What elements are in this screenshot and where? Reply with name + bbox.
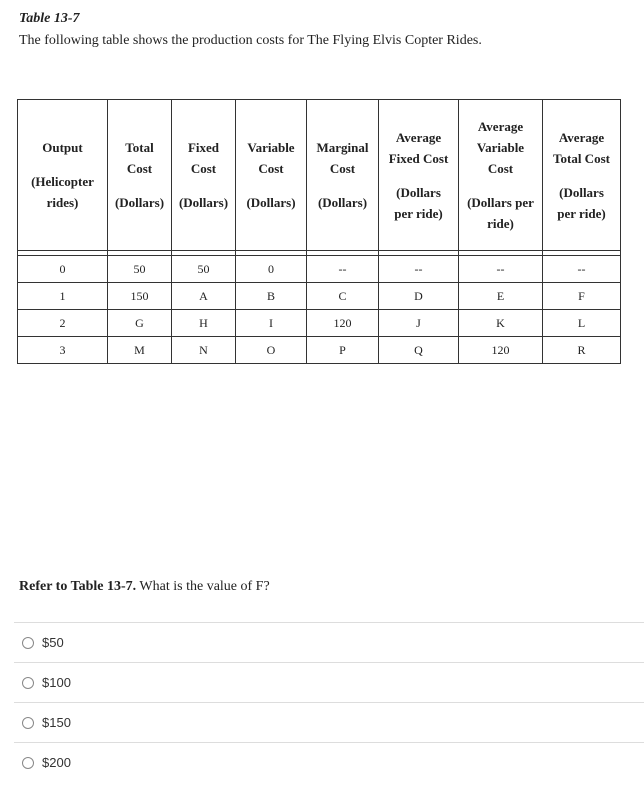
answer-options <box>14 622 644 782</box>
header-average-fixed-cost: Average Fixed Cost (Dollars per ride) <box>379 100 459 251</box>
answer-option-label: $100 <box>42 675 71 690</box>
table-cell: 2 <box>18 310 108 337</box>
table-cell: O <box>236 337 307 364</box>
table-cell: K <box>459 310 543 337</box>
table-row <box>18 283 621 310</box>
question-reference: Refer to Table 13-7. <box>19 579 137 594</box>
table-cell: -- <box>459 256 543 283</box>
table-cell: D <box>379 283 459 310</box>
header-variable-cost: Variable Cost (Dollars) <box>236 100 307 251</box>
header-average-variable-cost: Average Variable Cost (Dollars per ride) <box>459 100 543 251</box>
table-cell: N <box>172 337 236 364</box>
table-cell: I <box>236 310 307 337</box>
table-cell: 3 <box>18 337 108 364</box>
table-description: The following table shows the production costs for The Flying Elvis Copter Rides. <box>19 33 482 48</box>
radio-button-icon[interactable] <box>22 677 34 689</box>
table-cell: G <box>108 310 172 337</box>
answer-option[interactable] <box>14 622 644 662</box>
table-cell: J <box>379 310 459 337</box>
table-cell: B <box>236 283 307 310</box>
table-cell: 50 <box>172 256 236 283</box>
table-cell: -- <box>543 256 621 283</box>
table-cell: 120 <box>459 337 543 364</box>
table-title: Table 13-7 <box>19 11 80 26</box>
header-output: Output (Helicopter rides) <box>18 100 108 251</box>
table-cell: 120 <box>307 310 379 337</box>
table-cell: C <box>307 283 379 310</box>
answer-option[interactable] <box>14 662 644 702</box>
question-text <box>19 579 270 595</box>
table-cell: -- <box>307 256 379 283</box>
answer-option-label: $200 <box>42 755 71 770</box>
table-cell: 50 <box>108 256 172 283</box>
table-cell: F <box>543 283 621 310</box>
table-cell: 0 <box>18 256 108 283</box>
production-costs-table <box>17 99 621 364</box>
table-row <box>18 256 621 283</box>
table-cell: L <box>543 310 621 337</box>
radio-button-icon[interactable] <box>22 717 34 729</box>
table-row <box>18 310 621 337</box>
table-row <box>18 337 621 364</box>
table-cell: P <box>307 337 379 364</box>
answer-option-label: $50 <box>42 635 64 650</box>
header-total-cost: Total Cost (Dollars) <box>108 100 172 251</box>
table-cell: E <box>459 283 543 310</box>
table-cell: 0 <box>236 256 307 283</box>
table-cell: R <box>543 337 621 364</box>
header-average-total-cost: Average Total Cost (Dollars per ride) <box>543 100 621 251</box>
table-header-row <box>18 100 621 251</box>
table-cell: Q <box>379 337 459 364</box>
table-cell: 1 <box>18 283 108 310</box>
radio-button-icon[interactable] <box>22 757 34 769</box>
question-prompt: What is the value of F? <box>136 579 270 594</box>
table-cell: A <box>172 283 236 310</box>
header-fixed-cost: Fixed Cost (Dollars) <box>172 100 236 251</box>
table-cell: 150 <box>108 283 172 310</box>
answer-option[interactable] <box>14 702 644 742</box>
header-marginal-cost: Marginal Cost (Dollars) <box>307 100 379 251</box>
table-cell: M <box>108 337 172 364</box>
table-cell: H <box>172 310 236 337</box>
answer-option[interactable] <box>14 742 644 782</box>
answer-option-label: $150 <box>42 715 71 730</box>
radio-button-icon[interactable] <box>22 637 34 649</box>
table-cell: -- <box>379 256 459 283</box>
